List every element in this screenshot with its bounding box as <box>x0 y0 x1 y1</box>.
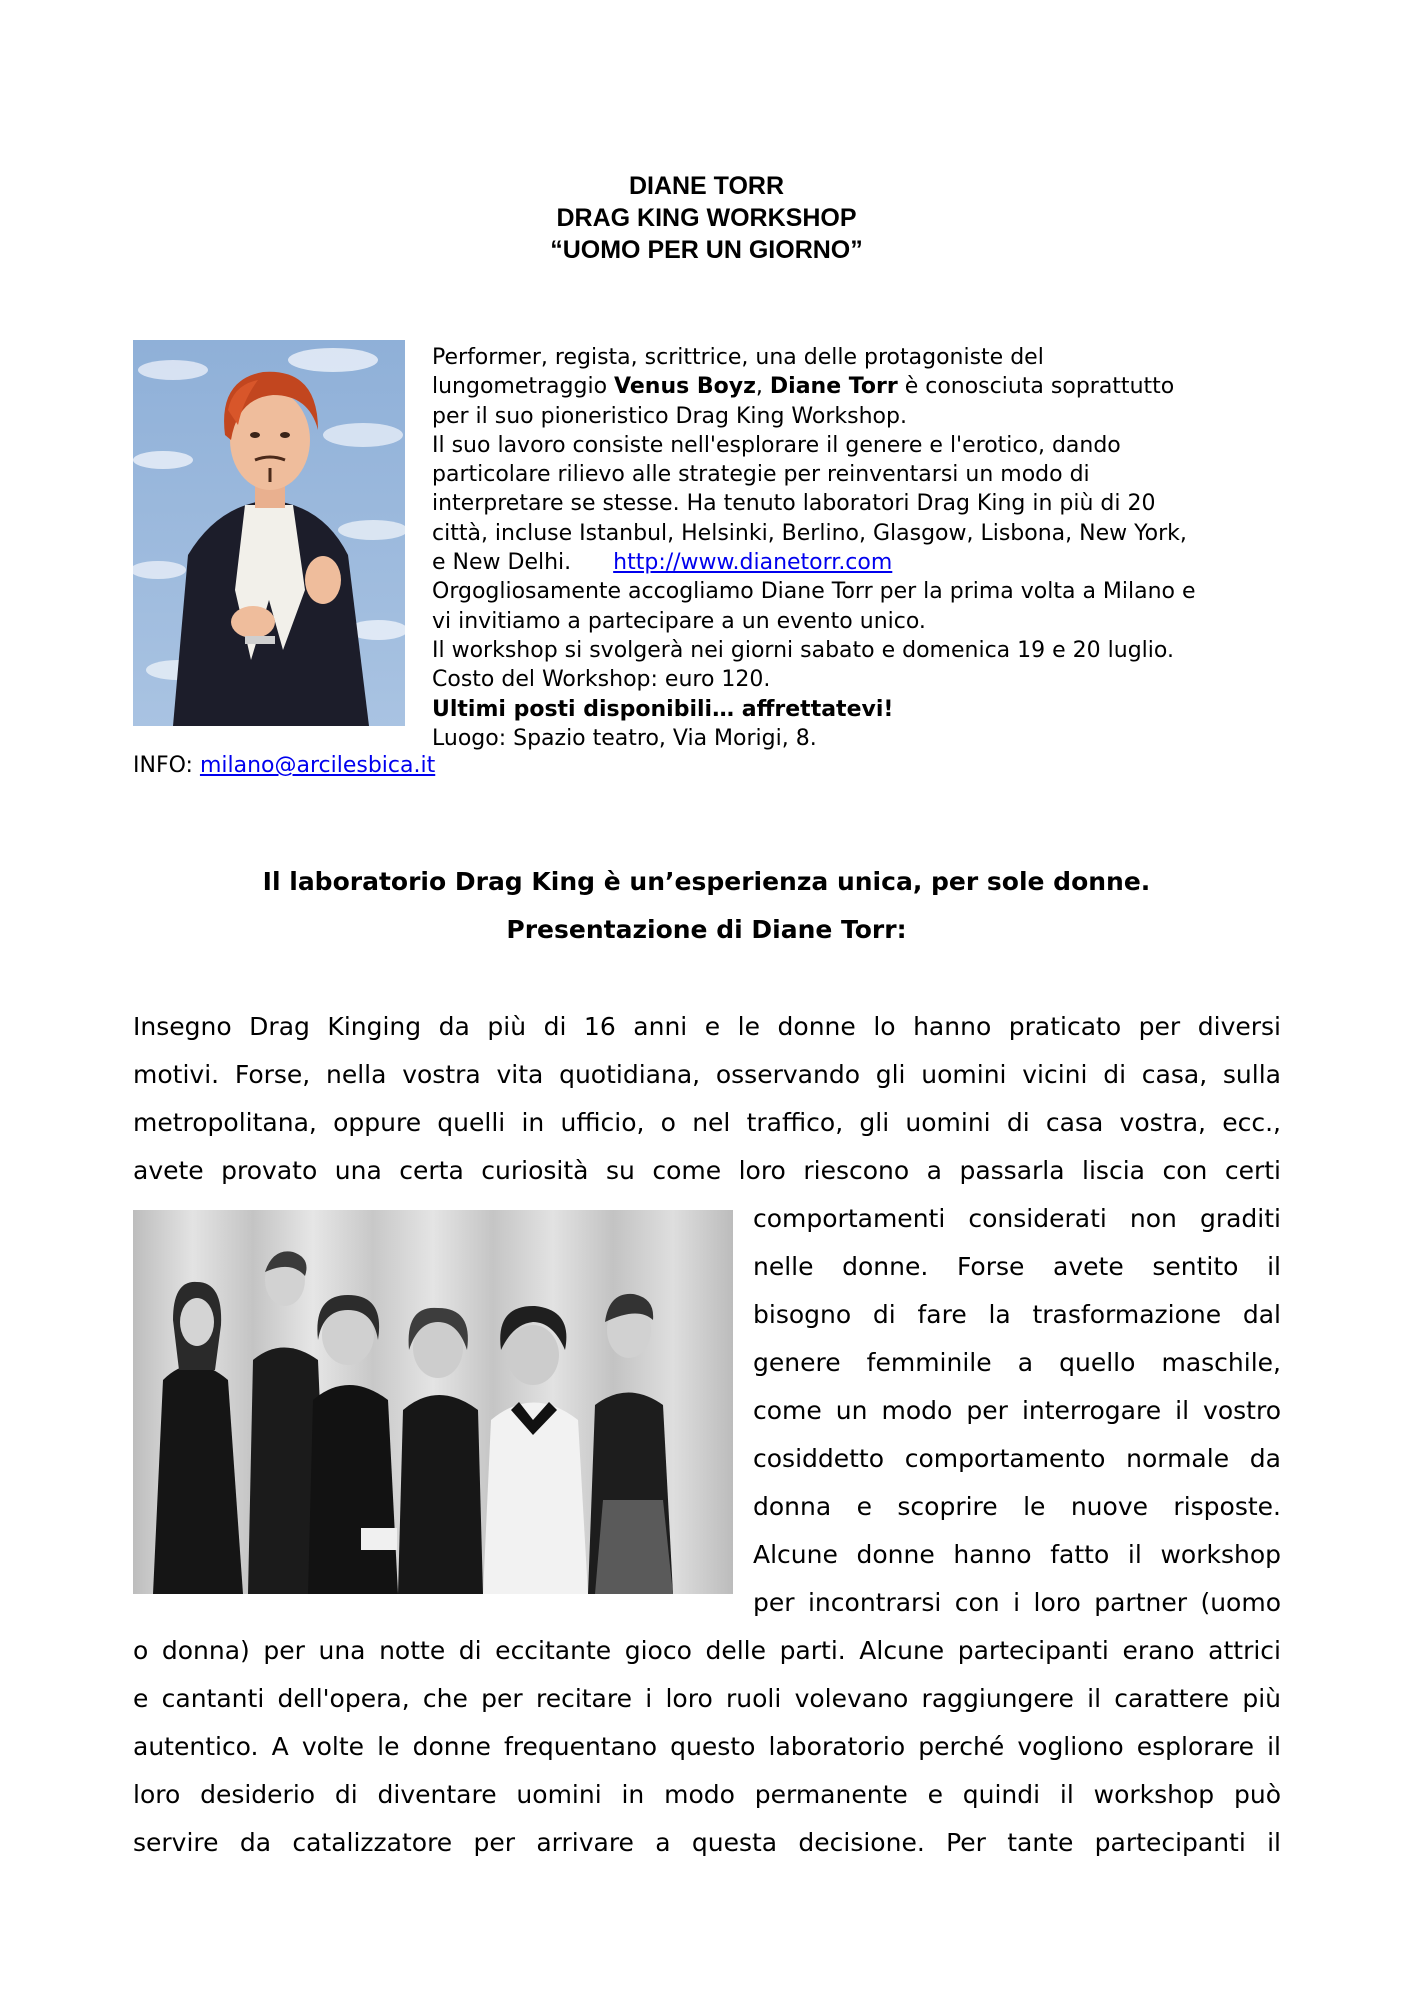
bio-line: particolare rilievo alle strategie per reinventarsi un modo di <box>432 462 1090 488</box>
body-line: come un modo per interrogare il vostro <box>753 1396 1281 1425</box>
body-line: Insegno Drag Kinging da più di 16 anni e le donne lo hanno praticato per diversi <box>133 1012 1281 1041</box>
document-title <box>0 170 1413 266</box>
body-line: comportamenti considerati non graditi <box>753 1204 1281 1233</box>
bio-text: , <box>755 374 770 400</box>
section-subheading: Presentazione di Diane Torr: <box>506 915 907 944</box>
body-line: per incontrarsi con i loro partner (uomo <box>753 1588 1281 1617</box>
bio-line-highlight: Ultimi posti disponibili… affrettatevi! <box>432 696 894 722</box>
info-label: INFO: <box>133 753 200 778</box>
body-line: cosiddetto comportamento normale da <box>753 1444 1281 1473</box>
bio-line: Orgogliosamente accogliamo Diane Torr per la prima volta a Milano e <box>432 579 1196 605</box>
bio-line: interpretare se stesse. Ha tenuto laboratori Drag King in più di 20 <box>432 491 1156 517</box>
group-photo <box>133 1210 733 1594</box>
bio-line: Performer, regista, scrittrice, una delle protagoniste del <box>432 345 1044 370</box>
body-line: servire da catalizzatore per arrivare a questa decisione. Per tante partecipanti il <box>133 1828 1281 1857</box>
body-line: e cantanti dell'opera, che per recitare i loro ruoli volevano raggiungere il carattere più <box>133 1684 1281 1713</box>
body-line: avete provato una certa curiosità su come loro riescono a passarla liscia con certi <box>133 1156 1281 1185</box>
website-link[interactable]: http://www.dianetorr.com <box>613 550 893 576</box>
body-line: bisogno di fare la trasformazione dal <box>753 1300 1281 1329</box>
bio-line: Il suo lavoro consiste nell'esplorare il genere e l'erotico, dando <box>432 432 1121 458</box>
bio-line <box>432 372 1312 401</box>
body-line: donna e scoprire le nuove risposte. <box>753 1492 1281 1521</box>
portrait-photo <box>133 340 405 726</box>
bio-line: per il suo pioneristico Drag King Workshop. <box>432 403 907 429</box>
bio-line: Il workshop si svolgerà nei giorni sabato e domenica 19 e 20 luglio. <box>432 637 1174 663</box>
bio-line: Costo del Workshop: euro 120. <box>432 667 771 693</box>
bio-text: è conosciuta soprattutto <box>897 374 1175 400</box>
title-line-subtitle: “UOMO PER UN GIORNO” <box>550 236 863 264</box>
body-line: metropolitana, oppure quelli in ufficio, o nel traffico, gli uomini di casa vostra, ecc., <box>133 1108 1281 1137</box>
title-line-workshop: DRAG KING WORKSHOP <box>556 204 857 232</box>
body-line: motivi. Forse, nella vostra vita quotidiana, osservando gli uomini vicini di casa, sulla <box>133 1060 1281 1089</box>
bio-line: vi invitiamo a partecipare a un evento unico. <box>432 608 926 634</box>
body-line: o donna) per una notte di eccitante gioco delle parti. Alcune partecipanti erano attrici <box>133 1636 1281 1665</box>
bio-text: lungometraggio <box>432 374 615 400</box>
artist-name: Diane Torr <box>769 374 898 400</box>
body-line: nelle donne. Forse avete sentito il <box>753 1252 1281 1281</box>
body-line: autentico. A volte le donne frequentano questo laboratorio perché vogliono esplorare il <box>133 1732 1281 1761</box>
body-line: genere femminile a quello maschile, <box>753 1348 1281 1377</box>
film-title: Venus Boyz <box>614 374 756 400</box>
section-heading: Il laboratorio Drag King è un’esperienza unica, per sole donne. <box>262 867 1151 896</box>
bio-text: e New Delhi. <box>432 550 572 576</box>
bio-paragraph <box>432 343 1312 753</box>
bio-line: Luogo: Spazio teatro, Via Morigi, 8. <box>432 725 817 751</box>
email-link[interactable]: milano@arcilesbica.it <box>199 753 436 778</box>
body-line: loro desiderio di diventare uomini in modo permanente e quindi il workshop può <box>133 1780 1281 1809</box>
info-line <box>133 751 435 780</box>
bio-line: città, incluse Istanbul, Helsinki, Berlino, Glasgow, Lisbona, New York, <box>432 520 1187 546</box>
bio-line <box>432 548 1312 577</box>
body-line: Alcune donne hanno fatto il workshop <box>753 1540 1281 1569</box>
title-line-name: DIANE TORR <box>628 172 785 200</box>
